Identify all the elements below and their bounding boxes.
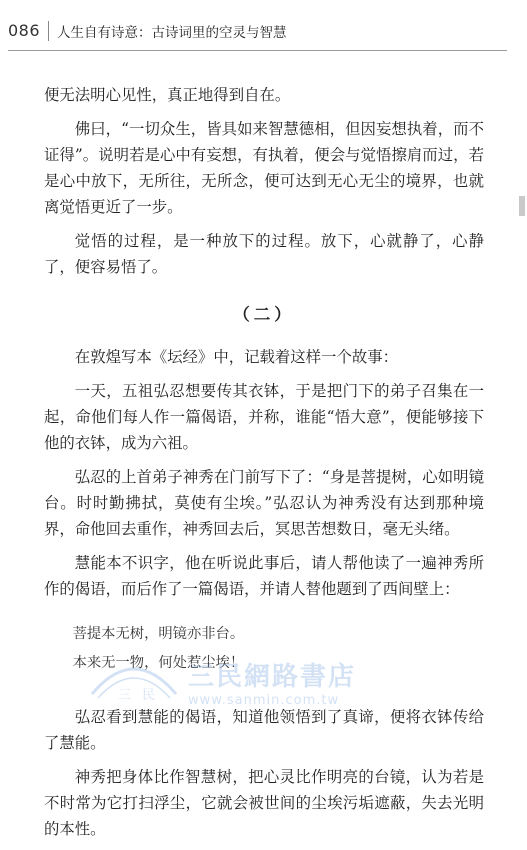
page-number: 086 (8, 21, 49, 41)
paragraph: 一天，五祖弘忍想要传其衣钵，于是把门下的弟子召集在一起，命他们每人作一篇偈语，并称，谁能“悟大意”，便能够接下他的衣钵，成为六祖。 (44, 382, 484, 452)
page-edge-mark (519, 196, 525, 216)
paragraph: 便无法明心见性，真正地得到自在。 (44, 86, 291, 104)
book-title: 人生自有诗意：古诗词里的空灵与智慧 (57, 25, 287, 41)
watermark-logo-char: 民 (142, 688, 156, 703)
paragraph: 弘忍的上首弟子神秀在门前写下了：“身是菩提树，心如明镜台。时时勤拂拭，莫使有尘埃。”弘忍认为神秀没有达到那种境界，命他回去重作，神秀回去后，冥思苦想数日，毫无头绪。 (44, 468, 484, 538)
paragraph: 弘忍看到慧能的偈语，知道他领悟到了真谛，便将衣钵传给了慧能。 (44, 708, 484, 752)
watermark-url: www.sanmin.com.tw (188, 693, 340, 708)
verse-line: 菩提本无树，明镜亦非台。 (72, 626, 245, 642)
watermark-logo-char: 三 (118, 688, 132, 703)
paragraph: 慧能本不识字，他在听说此事后，请人帮他读了一遍神秀所作的偈语，而后作了一篇偈语，并请人替他题到了西间壁上： (44, 554, 484, 598)
paragraph: 神秀把身体比作智慧树，把心灵比作明亮的台镜，认为若是不时常为它打扫浮尘，它就会被世间的尘埃污垢遮蔽，失去光明的本性。 (44, 768, 484, 838)
section-heading: （二） (233, 305, 295, 324)
page-body (44, 82, 484, 850)
page-header (8, 12, 507, 51)
paragraph: 觉悟的过程，是一种放下的过程。放下，心就静了，心静了，便容易悟了。 (44, 232, 484, 276)
paragraph: 佛曰，“一切众生，皆具如来智慧德相，但因妄想执着，而不证得”。说明若是心中有妄想，有执着，便会与觉悟擦肩而过，若是心中放下，无所往，无所念，便可达到无心无尘的境界，也就离觉悟更近了一步。 (44, 120, 484, 216)
verse-line: 本来无一物，何处惹尘埃！ (72, 655, 245, 671)
verse-block (44, 620, 484, 678)
watermark-brand: 三民網路書店 (188, 662, 357, 692)
paragraph: 在敦煌写本《坛经》中，记载着这样一个故事： (74, 348, 399, 366)
